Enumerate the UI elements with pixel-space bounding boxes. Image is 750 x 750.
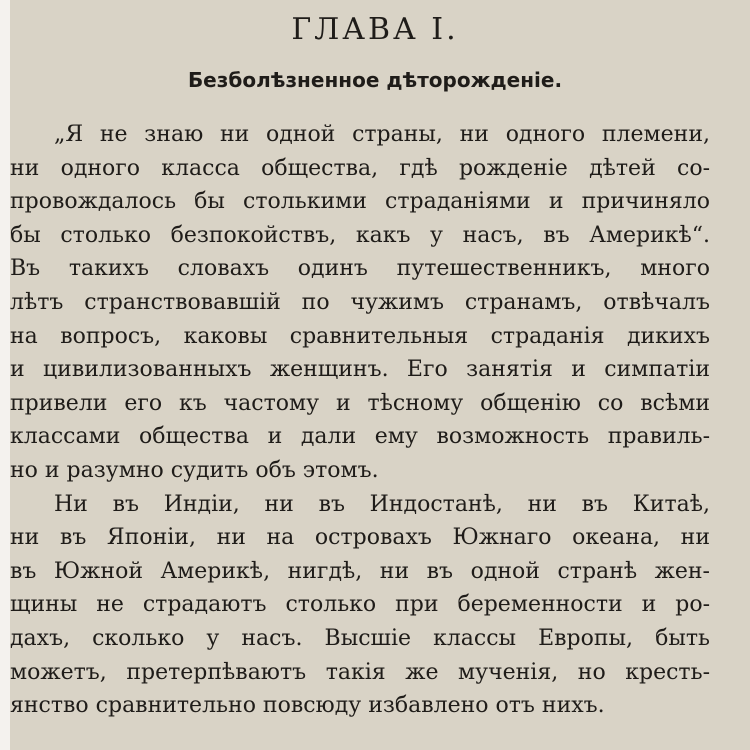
text-line: янство сравнительно повсюду избавлено отъ нихъ.	[10, 693, 605, 719]
chapter-title: ГЛАВА I.	[291, 12, 459, 47]
chapter-subtitle: Безболѣзненное дѣторожденіе.	[187, 68, 563, 92]
text-line: ни одного класса общества, гдѣ рожденіе дѣтей со-	[10, 155, 710, 181]
text-line: дахъ, сколько у насъ. Высшіе классы Европы, быть	[10, 625, 710, 651]
text-line: въ Южной Америкѣ, нигдѣ, ни въ одной странѣ жен-	[10, 558, 710, 584]
text-line: „Я не знаю ни одной страны, ни одного племени,	[54, 122, 710, 147]
text-line: Въ такихъ словахъ одинъ путешественникъ, много	[10, 256, 710, 282]
text-line: Ни въ Индіи, ни въ Индостанѣ, ни въ Китаѣ,	[54, 491, 710, 517]
text-line: классами общества и дали ему возможность правиль-	[10, 424, 710, 450]
text-line: ни въ Японіи, ни на островахъ Южнаго океана, ни	[10, 525, 710, 551]
text-line: на вопросъ, каковы сравнительныя страданія дикихъ	[10, 323, 710, 349]
text-line: провождалось бы столькими страданіями и причиняло	[10, 189, 710, 215]
text-line: но и разумно судить объ этомъ.	[10, 457, 379, 483]
text-line: привели его къ частому и тѣсному общенію со всѣми	[10, 390, 710, 416]
text-block	[10, 0, 750, 750]
text-line: можетъ, претерпѣваютъ такія же мученія, но кресть-	[10, 659, 710, 685]
text-line: щины не страдаютъ столько при беременности и ро-	[10, 592, 710, 618]
text-line: и цивилизованныхъ женщинъ. Его занятія и симпатіи	[10, 357, 710, 383]
page-edge	[0, 0, 10, 750]
text-line: лѣтъ странствовавшій по чужимъ странамъ, отвѣчалъ	[10, 289, 710, 315]
text-line: бы столько безпокойствъ, какъ у насъ, въ Америкѣ“.	[10, 222, 710, 248]
body-text	[10, 118, 710, 723]
